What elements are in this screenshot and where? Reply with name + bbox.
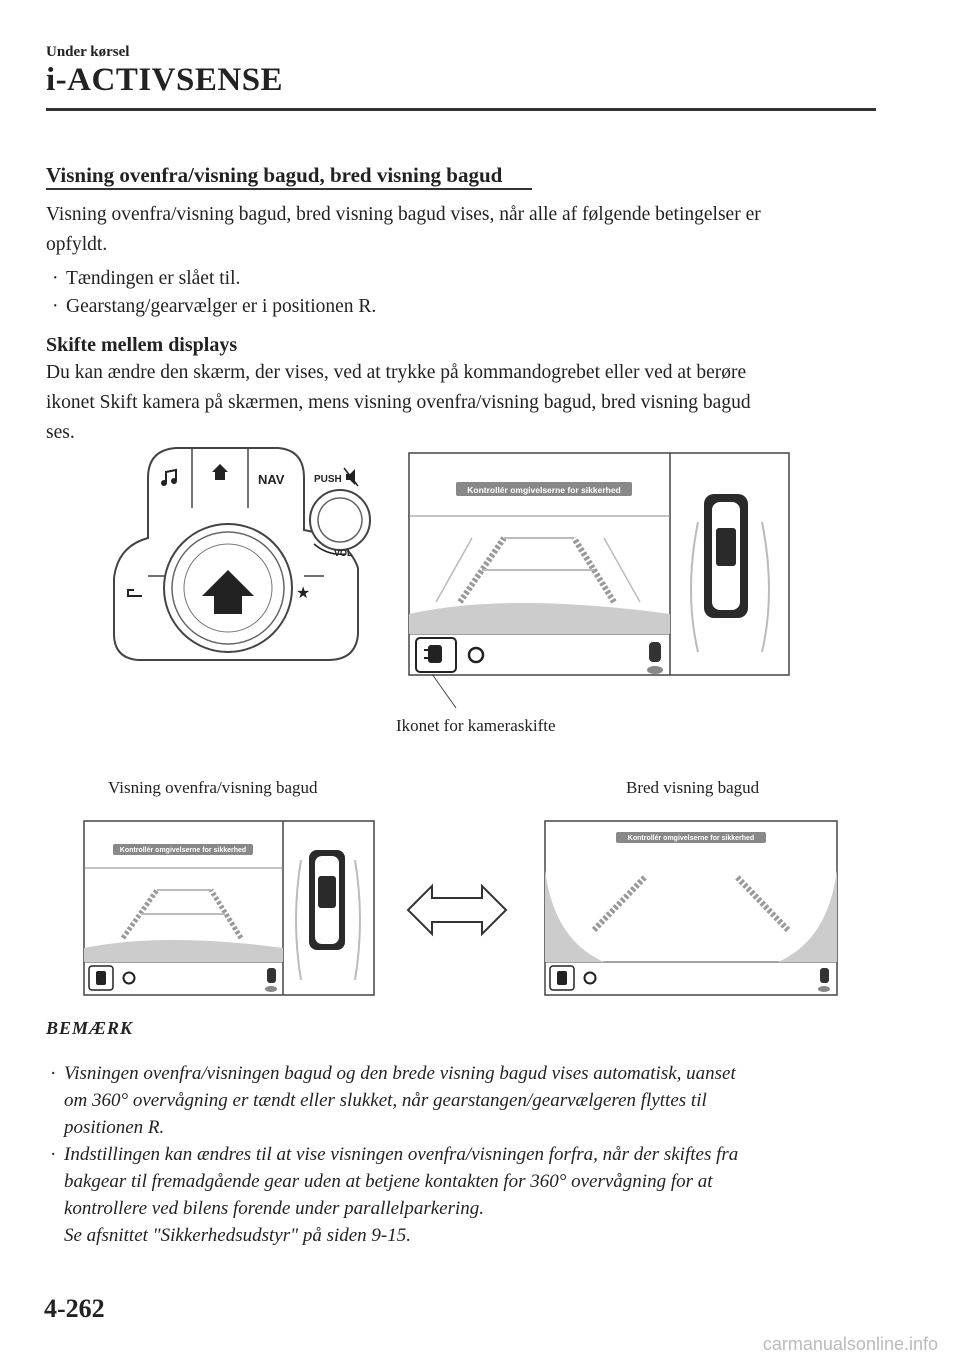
list-item: · Tændingen er slået til. bbox=[52, 268, 241, 289]
note-item: · Indstillingen kan ændres til at vise visningen ovenfra/visningen forfra, når der skiftes fra bakgear til fremadgående gear uden at betjene kontakten for 360° overvågning for at kontrollere ved bilens forende under parallelparkering. Se afsnittet "Sikkerhedsudstyr" på siden 9-15. bbox=[50, 1144, 739, 1246]
intro-paragraph: Visning ovenfra/visning bagud, bred visning bagud vises, når alle af følgende betingelser er opfyldt. bbox=[46, 204, 761, 255]
note-item: · Visningen ovenfra/visningen bagud og den brede visning bagud vises automatisk, uanset om 360° overvågning er tændt eller slukket, når gearstangen/gearvælgeren flyttes til positionen R. bbox=[50, 1063, 736, 1138]
chapter-label: Under kørsel bbox=[46, 44, 130, 60]
car-sensor-icon bbox=[647, 642, 663, 674]
commander-control-illustration bbox=[108, 438, 390, 670]
push-label: PUSH bbox=[314, 474, 342, 485]
section-heading: i-ACTIVSENSE bbox=[46, 62, 284, 98]
top-rear-view-screen bbox=[83, 820, 375, 996]
note-title: BEMÆRK bbox=[46, 1018, 134, 1038]
title-underline bbox=[46, 188, 532, 190]
switch-paragraph: Du kan ændre den skærm, der vises, ved at trykke på kommandogrebet eller ved at berøre ikonet Skift kamera på skærmen, mens visning ovenfra/visning bagud, bred visning bagud ses. bbox=[46, 362, 751, 443]
vol-label: VOL bbox=[334, 548, 353, 558]
list-item: · Gearstang/gearvælger er i positionen R. bbox=[52, 296, 377, 317]
view-label-left: Visning ovenfra/visning bagud bbox=[108, 778, 318, 797]
callout-label: Ikonet for kameraskifte bbox=[396, 716, 556, 735]
display-screen bbox=[408, 452, 790, 676]
safety-banner-text: Kontrollér omgivelserne for sikkerhed bbox=[627, 835, 755, 842]
header-rule bbox=[46, 108, 876, 111]
switch-arrow-icon bbox=[406, 880, 508, 940]
safety-banner-text: Kontrollér omgivelserne for sikkerhed bbox=[119, 847, 247, 854]
page-number: 4-262 bbox=[44, 1294, 105, 1323]
view-label-right: Bred visning bagud bbox=[626, 778, 760, 797]
watermark: carmanualsonline.info bbox=[762, 1334, 938, 1354]
nav-button-label: NAV bbox=[258, 472, 285, 487]
mute-icon bbox=[344, 468, 358, 486]
page-title: Visning ovenfra/visning bagud, bred visning bagud bbox=[46, 163, 503, 187]
callout-line bbox=[430, 672, 470, 712]
favorites-star-icon: ★ bbox=[296, 585, 311, 602]
wide-rear-view-screen bbox=[544, 820, 838, 996]
safety-banner-text: Kontrollér omgivelserne for sikkerhed bbox=[467, 485, 621, 495]
subheading: Skifte mellem displays bbox=[46, 334, 238, 356]
